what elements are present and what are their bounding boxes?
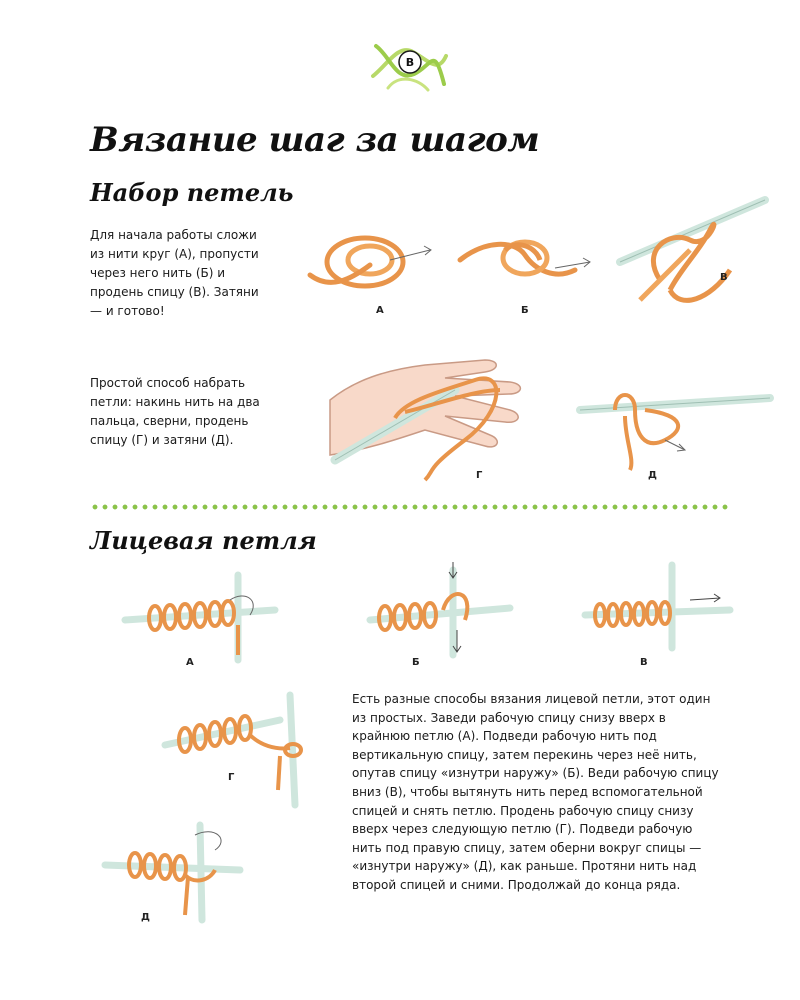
label-a: А	[376, 305, 384, 316]
label-b: Б	[521, 305, 529, 316]
knit-illustration-a	[120, 570, 280, 660]
cast-on-method1-text: Для начала работы сложи из нити круг (А), пропусти через него нить (Б) и продень спицу (В). Затяни — и готово!	[90, 228, 259, 318]
section-heading-cast-on: Набор петель	[90, 178, 294, 207]
knit-label-d: Д	[141, 912, 150, 923]
badge-letter: В	[405, 56, 415, 69]
dotted-divider	[90, 504, 730, 510]
cast-on-illustration-a	[310, 220, 440, 300]
section-heading-knit-stitch: Лицевая петля	[90, 526, 317, 555]
knit-label-v: В	[640, 657, 648, 668]
knit-illustration-b	[365, 560, 515, 660]
knit-illustration-g	[160, 690, 320, 810]
cast-on-method2-text: Простой способ набрать петли: накинь нить на два пальца, сверни, продень спицу (Г) и затяни (Д).	[90, 376, 260, 447]
knit-illustration-v	[580, 560, 740, 650]
label-v: В	[720, 272, 728, 283]
cast-on-illustration-d	[575, 380, 775, 470]
knit-label-a: А	[186, 657, 194, 668]
page-title: Вязание шаг за шагом	[90, 120, 540, 160]
knit-illustration-d	[100, 815, 250, 925]
hand-illustration-g	[325, 330, 535, 480]
label-g: Г	[476, 470, 483, 481]
knit-stitch-instructions: Есть разные способы вязания лицевой петли, этот один из простых. Заведи рабочую спицу снизу вверх в крайнюю петлю (А). Подведи рабочую нить под вертикальную спицу, затем перекинь через неё нить, опутав спицу «изнутри наружу» (Б). Веди рабочую спицу вниз (В), чтобы вытянуть нить перед вспомогательной спицей и снять петлю. Продень рабочую спицу снизу вверх через следующую петлю (Г). Подведи рабочую нить под правую спицу, затем оберни вокруг спицы — «изнутри наружу» (Д), как раньше. Протяни нить над второй спицей и сними. Продолжай до конца ряда.	[352, 692, 719, 892]
label-d: Д	[648, 470, 657, 481]
cast-on-illustration-b	[455, 220, 595, 300]
knit-label-g: Г	[228, 772, 235, 783]
chapter-badge	[368, 34, 448, 94]
knot-badge-icon	[368, 34, 448, 94]
knit-label-b: Б	[412, 657, 420, 668]
cast-on-illustration-v	[600, 190, 770, 320]
